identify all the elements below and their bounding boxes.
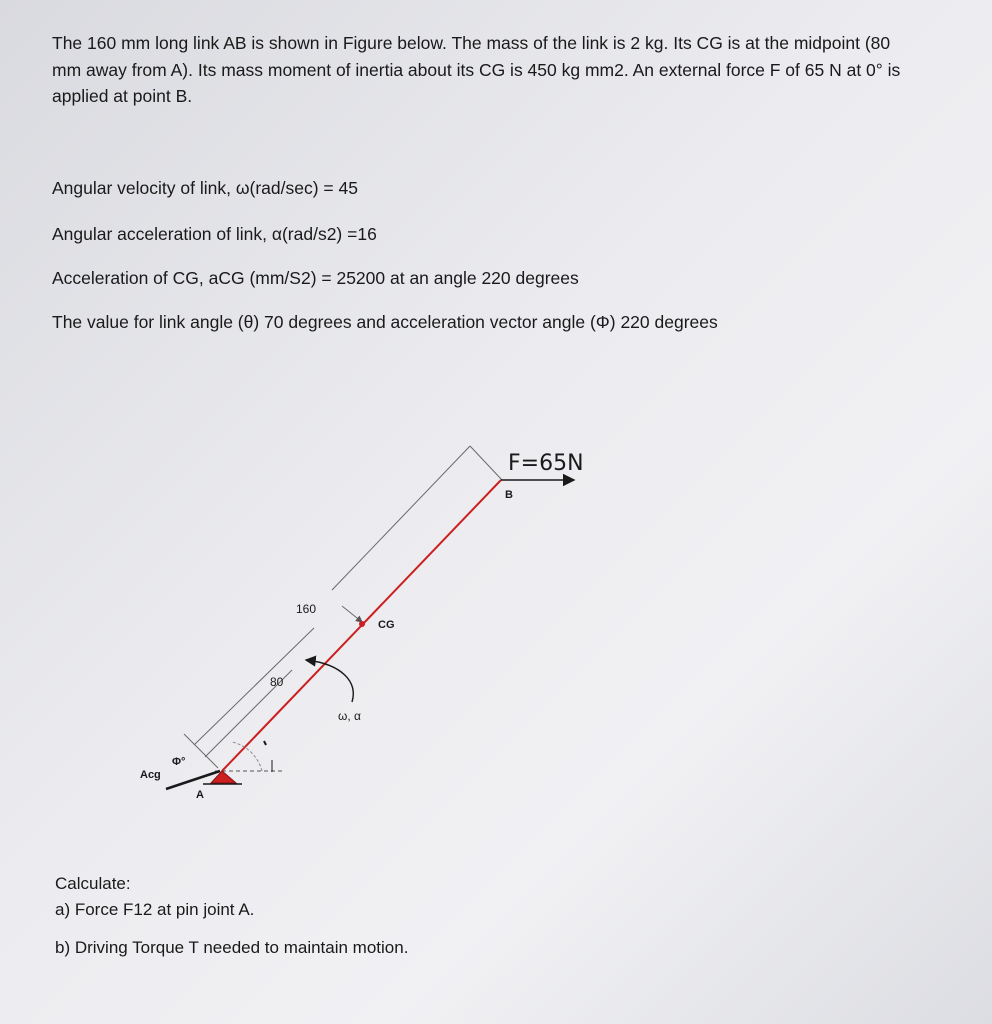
angular-velocity-param: Angular velocity of link, ω(rad/sec) = 45: [52, 178, 358, 198]
force-label: F=65N: [508, 451, 584, 476]
point-b-label: B: [505, 489, 513, 501]
cg-acceleration-param: Acceleration of CG, aCG (mm/S2) = 25200 at an angle 220 degrees: [52, 268, 579, 288]
acg-label: Acg: [140, 769, 161, 781]
dim-160-lower-line: [194, 628, 314, 745]
angular-acceleration-param: Angular acceleration of link, α(rad/s2) =16: [52, 224, 377, 244]
dim-80-label: 80: [270, 675, 284, 689]
link-angle-param: The value for link angle (θ) 70 degrees and acceleration vector angle (Φ) 220 degrees: [52, 312, 718, 332]
theta-tick: [264, 741, 266, 745]
omega-alpha-arrow: [306, 660, 353, 702]
dim-160-tick: [342, 606, 362, 622]
calculate-heading: Calculate:: [55, 874, 131, 893]
question-b: b) Driving Torque T needed to maintain motion.: [55, 938, 409, 957]
cg-label: CG: [378, 619, 395, 631]
omega-alpha-label: ω, α: [338, 709, 361, 723]
calculate-section: [55, 871, 408, 961]
point-a-label: A: [196, 789, 204, 801]
question-a: a) Force F12 at pin joint A.: [55, 900, 255, 919]
dim-160-upper-line: [332, 446, 470, 590]
cg-point: [359, 621, 365, 627]
phi-label: Φ°: [172, 756, 186, 768]
problem-statement: The 160 mm long link AB is shown in Figure below. The mass of the link is 2 kg. Its CG is at the midpoint (80 mm away from A). Its mass moment of inertia about its CG is 450 kg mm2. An external force F of 65 N at 0° is applied at point B.: [52, 33, 901, 106]
dim-extension-a: [184, 734, 218, 768]
acg-vector: [166, 771, 220, 789]
dim-160-label: 160: [296, 602, 317, 616]
dim-extension-b: [470, 446, 502, 480]
